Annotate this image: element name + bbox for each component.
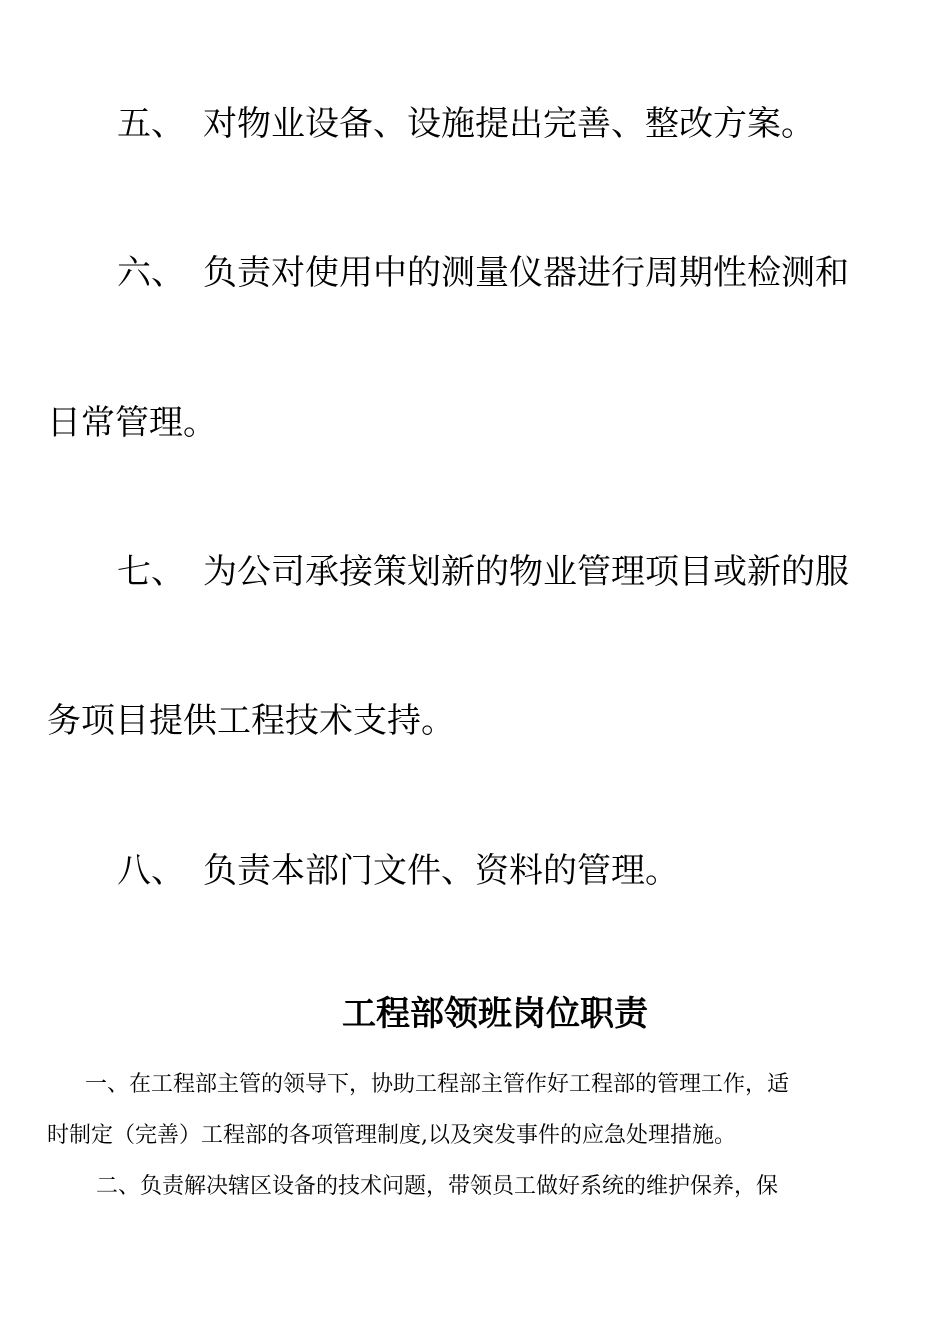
list-item-7	[117, 552, 849, 592]
item-number: 八、	[117, 851, 185, 891]
list-item-6-continuation: 日常管理。	[47, 403, 217, 443]
paragraph-1-line-1: 一、在工程部主管的领导下，协助工程部主管作好工程部的管理工作，适	[85, 1072, 790, 1097]
paragraph-2-line-1: 二、负责解决辖区设备的技术问题，带领员工做好系统的维护保养，保	[96, 1174, 779, 1199]
list-item-6	[117, 253, 849, 293]
item-number: 七、	[117, 552, 185, 592]
list-item-7-continuation: 务项目提供工程技术支持。	[47, 701, 455, 741]
item-number: 五、	[117, 104, 185, 144]
list-item-8	[117, 851, 679, 891]
item-text: 负责本部门文件、资料的管理。	[203, 851, 679, 891]
item-text: 负责对使用中的测量仪器进行周期性检测和	[203, 253, 849, 293]
list-item-5	[117, 104, 815, 144]
section-title: 工程部领班岗位职责	[342, 994, 648, 1034]
item-text: 为公司承接策划新的物业管理项目或新的服	[203, 552, 849, 592]
paragraph-1-line-2: 时制定（完善）工程部的各项管理制度,以及突发事件的应急处理措施。	[47, 1123, 736, 1148]
item-number: 六、	[117, 253, 185, 293]
item-text: 对物业设备、设施提出完善、整改方案。	[203, 104, 815, 144]
